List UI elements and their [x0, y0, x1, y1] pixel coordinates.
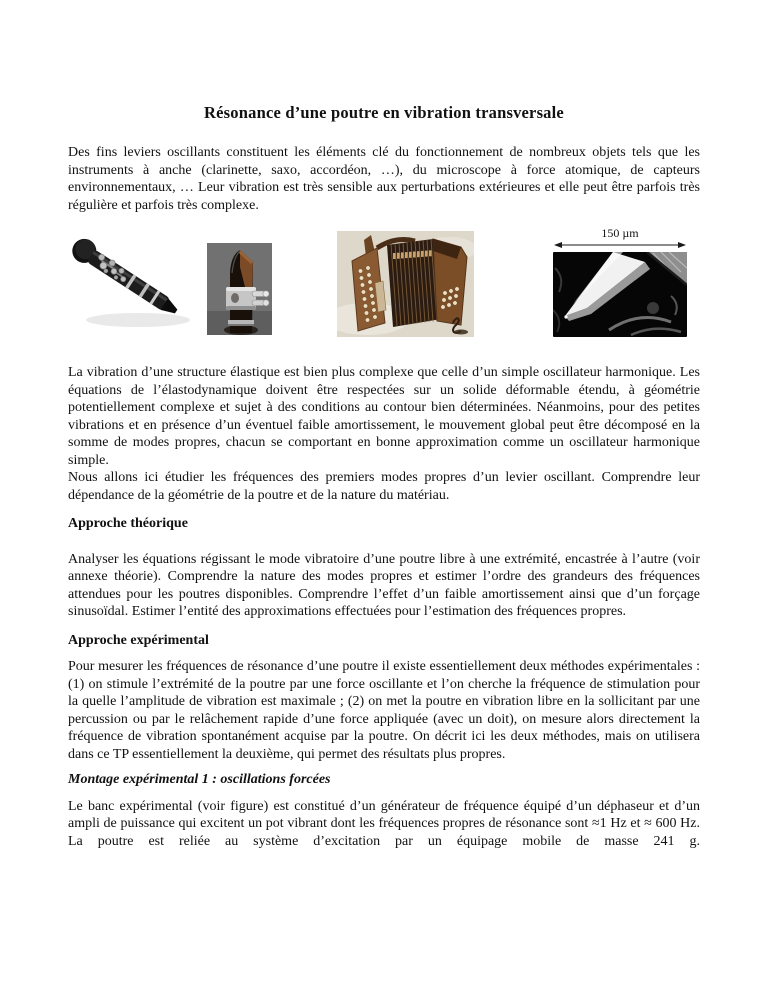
- heading-montage-experimental-1: Montage expérimental 1 : oscillations forcées: [68, 772, 331, 787]
- doc-title: Résonance d’une poutre en vibration transversale: [204, 103, 564, 122]
- paragraph-vibration: La vibration d’une structure élastique est bien plus complexe que celle d’un simple oscillateur harmonique. Les équations de l’élastodynamique doivent être respectées sur un solide déformable étendu, à géométrie potentiellement complexe et sujet à des conditions au contour bien déterminées. Néanmoins, pour des petites vibrations et en présence d’un éventuel faible amortissement, le mouvement global peut être décomposé en la somme de modes propres, chacun se comportant en bonne approximation comme un oscillateur harmonique simple.: [68, 365, 700, 468]
- paragraph-experimental: Pour mesurer les fréquences de résonance d’une poutre il existe essentiellement deux méthodes expérimentales : (1) on stimule l’extrémité de la poutre par une force oscillante et l’on cherche la fréquence de stimulation pour la quelle l’amplitude de vibration est maximale ; (2) on met la poutre en vibration libre en la sollicitant par une percussion ou par le relâchement rapide d’une force appliquée (avec un doit), on mesure alors directement la fréquence de vibration spontanément acquise par la poutre. On décrit ici les deux méthodes, mais on utilisera dans ce TP essentiellement la deuxième, qui permet des résultats plus propres.: [68, 659, 700, 762]
- paragraph-objectif: Nous allons ici étudier les fréquences des premiers modes propres d’un levier oscillant. Comprendre leur dépendance de la géométrie de la poutre et de la nature du matériau.: [68, 470, 700, 503]
- mouthpiece-photo: [207, 243, 272, 335]
- heading-approche-experimental: Approche expérimental: [68, 632, 209, 648]
- scale-bar-arrow: [553, 240, 687, 250]
- accordion-illustration: [337, 231, 474, 337]
- clarinet-illustration: [68, 226, 198, 336]
- clarinet-photo: [68, 226, 198, 336]
- accordion-photo: [337, 231, 474, 337]
- document-content: [68, 0, 700, 850]
- afm-cantilever-photo: [553, 252, 687, 337]
- paragraph-montage: Le banc expérimental (voir figure) est constitué d’un générateur de fréquence équipé d’un déphaseur et d’un ampli de puissance qui excitent un pot vibrant dont les fréquences propres de résonance sont ≈1 Hz et ≈ 600 Hz. La poutre est reliée au système d’excitation par un équipage mobile de masse 241 g.: [68, 798, 700, 849]
- mouthpiece-illustration: [207, 243, 272, 335]
- scale-label: 150 µm: [601, 226, 639, 240]
- paragraph-theorique: Analyser les équations régissant le mode vibratoire d’une poutre libre à une extrémité, encastrée à l’autre (voir annexe théorie). Comprendre la nature des modes propres et estimer l’ordre des grandeurs des fréquences attendues pour les poutres disponibles. Comprendre l’effet d’un faible amortissement ainsi que d’un forçage sinusoïdal. Estimer l’entité des approximations effectuées pour l’estimation des fréquences propres.: [68, 551, 700, 619]
- paragraph-intro: Des fins leviers oscillants constituent les éléments clé du fonctionnement de nombreux objets tels que les instruments à anche (clarinette, saxo, accordéon, …), du microscope à force atomique, de capteurs environnementaux, … Leur vibration est très sensible aux perturbations extérieures et elle peut être parfois très régulière et parfois très complexe.: [68, 145, 700, 213]
- afm-cantilever-figure: [553, 226, 687, 337]
- heading-approche-theorique: Approche théorique: [68, 516, 188, 531]
- figure-strip: [68, 226, 700, 340]
